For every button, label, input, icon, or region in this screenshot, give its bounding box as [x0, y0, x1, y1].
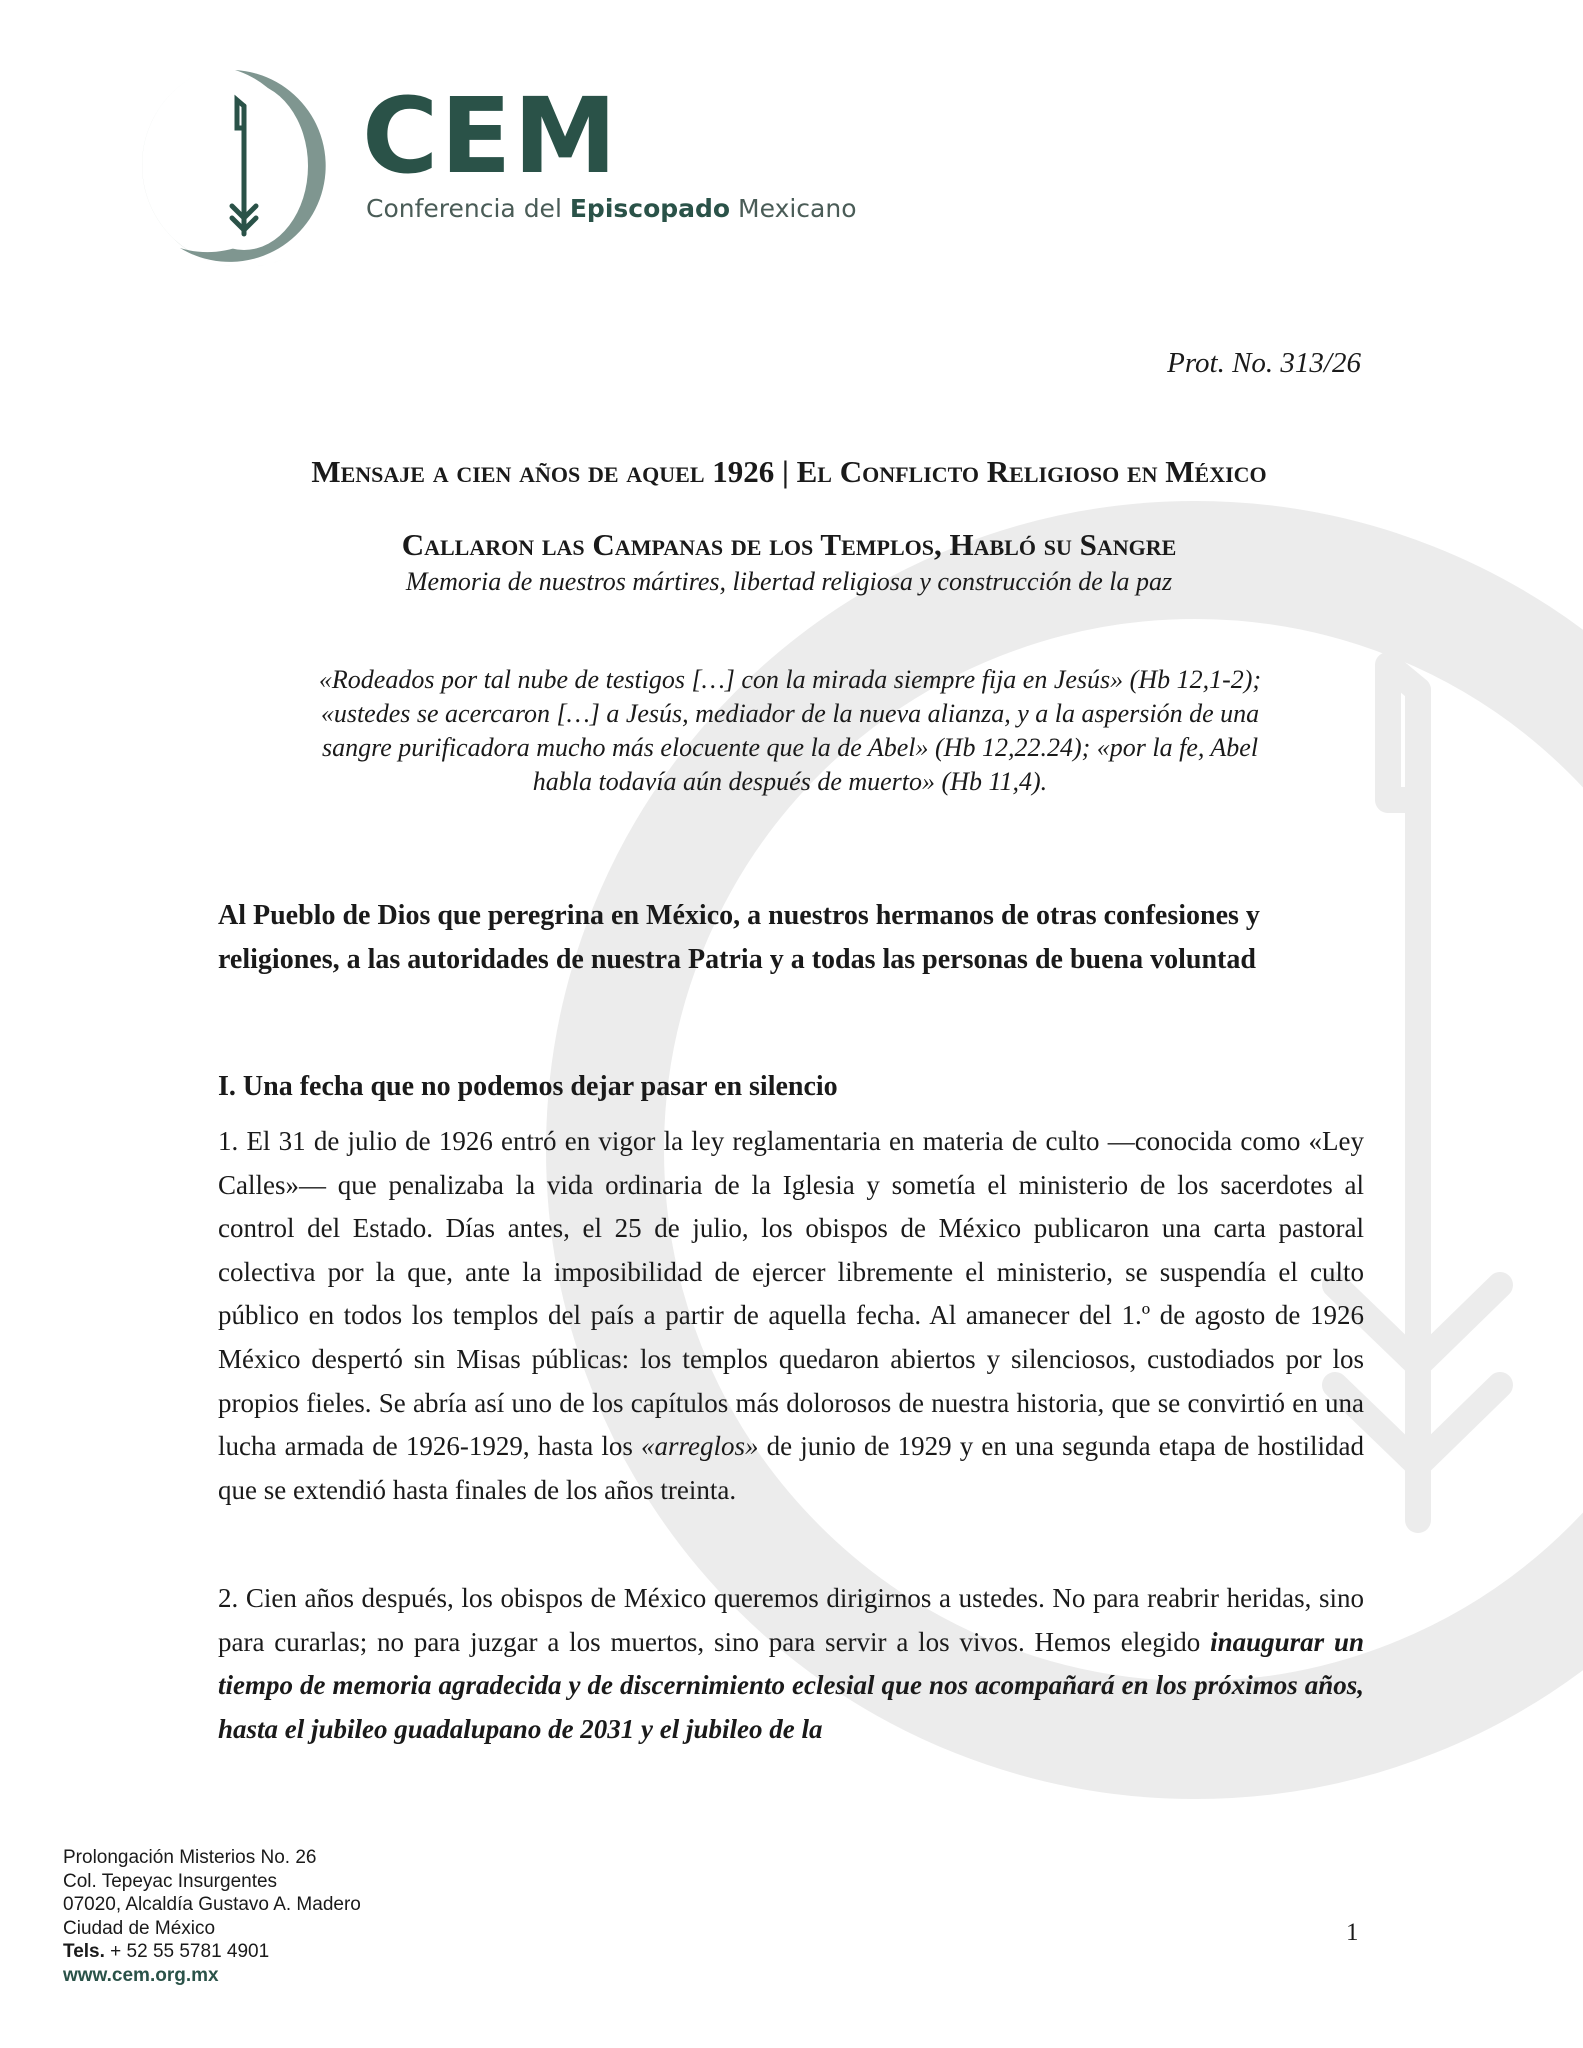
paragraph-2-text-a: 2. Cien años después, los obispos de México queremos dirigirnos a ustedes. No para reabrir heridas, sino para curarlas; no para juzgar a los muertos, sino para servir a los vivos. Hemos elegido	[218, 1583, 1364, 1657]
document-subtitle: Memoria de nuestros mártires, libertad religiosa y construcción de la paz	[405, 567, 1173, 596]
logo-name-part2: Mexicano	[730, 194, 857, 223]
scripture-epigraph: «Rodeados por tal nube de testigos […] con la mirada siempre fija en Jesús» (Hb 12,1-2); «ustedes se acercaron […] a Jesús, mediador de la nueva alianza, y a la aspersión de una sangre purificadora mucho más elocuente que la de Abel» (Hb 12,22.24); «por la fe, Abel habla todavía aún después de muerto» (Hb 11,4).	[318, 665, 1262, 796]
footer-phone	[63, 1940, 361, 1964]
footer-phone-label: Tels.	[63, 1941, 105, 1963]
paragraph-1-italic: «arreglos»	[641, 1431, 759, 1462]
footer-address-line: Ciudad de México	[63, 1917, 216, 1939]
logo-name-bold: Episcopado	[569, 194, 731, 223]
footer-address-line: Prolongación Misterios No. 26	[63, 1847, 317, 1868]
logo-full-name	[366, 194, 857, 224]
footer-phone-number: + 52 55 5781 4901	[104, 1941, 270, 1963]
paragraph-1-text-a: 1. El 31 de julio de 1926 entró en vigor la ley reglamentaria en materia de culto —conocida como «Ley Calles»— que penalizaba la vida ordinaria de la Iglesia y sometía el ministerio de los sacerdotes al control del Estado. Días antes, el 25 de julio, los obispos de México publicaron una carta pastoral colectiva por la que, ante la imposibilidad de ejercer libremente el ministerio, se suspendía el culto público en todos los templos del país a partir de aquella fecha. Al amanecer del 1.º de agosto de 1926 México despertó sin Misas públicas: los templos quedaron abiertos y silenciosos, custodiados por los propios fieles. Se abría así uno de los capítulos más dolorosos de nuestra historia, que se convirtió en una lucha armada de 1926-1929, hasta los	[218, 1126, 1364, 1462]
section-heading: I. Una fecha que no podemos dejar pasar en silencio	[218, 1071, 838, 1102]
cem-cross-emblem-icon	[140, 66, 340, 266]
footer-address-line: Col. Tepeyac Insurgentes	[63, 1870, 278, 1892]
document-heading: Callaron las Campanas de los Templos, Habló su Sangre	[401, 527, 1177, 562]
logo-acronym: CEM	[362, 75, 619, 197]
footer-address-line: 07020, Alcaldía Gustavo A. Madero	[63, 1894, 361, 1916]
paragraph-1	[218, 1120, 1364, 1512]
paragraph-1-text-b: de junio de 1929 y en una segunda etapa de hostilidad que se extendió hasta finales de los años treinta.	[218, 1431, 1364, 1505]
cem-logo	[140, 66, 860, 266]
page-number: 1	[1346, 1919, 1359, 1946]
paragraph-2-emphasis: inaugurar un tiempo de memoria agradecida y de discernimiento eclesial que nos acompañará en los próximos años, hasta el jubileo guadalupano de 2031 y el jubileo de la	[218, 1626, 1364, 1744]
footer-website-link[interactable]: www.cem.org.mx	[63, 1964, 219, 1986]
protocol-number: Prot. No. 313/26	[1167, 347, 1361, 379]
logo-name-part1: Conferencia del	[366, 194, 570, 223]
addressees: Al Pueblo de Dios que peregrina en México, a nuestros hermanos de otras confesiones y religiones, a las autoridades de nuestra Patria y a todas las personas de buena voluntad	[218, 900, 1260, 975]
paragraph-2	[218, 1577, 1364, 1751]
document-title: Mensaje a cien años de aquel 1926 | El Conflicto Religioso en México	[311, 454, 1267, 489]
footer-address	[63, 1846, 361, 1988]
